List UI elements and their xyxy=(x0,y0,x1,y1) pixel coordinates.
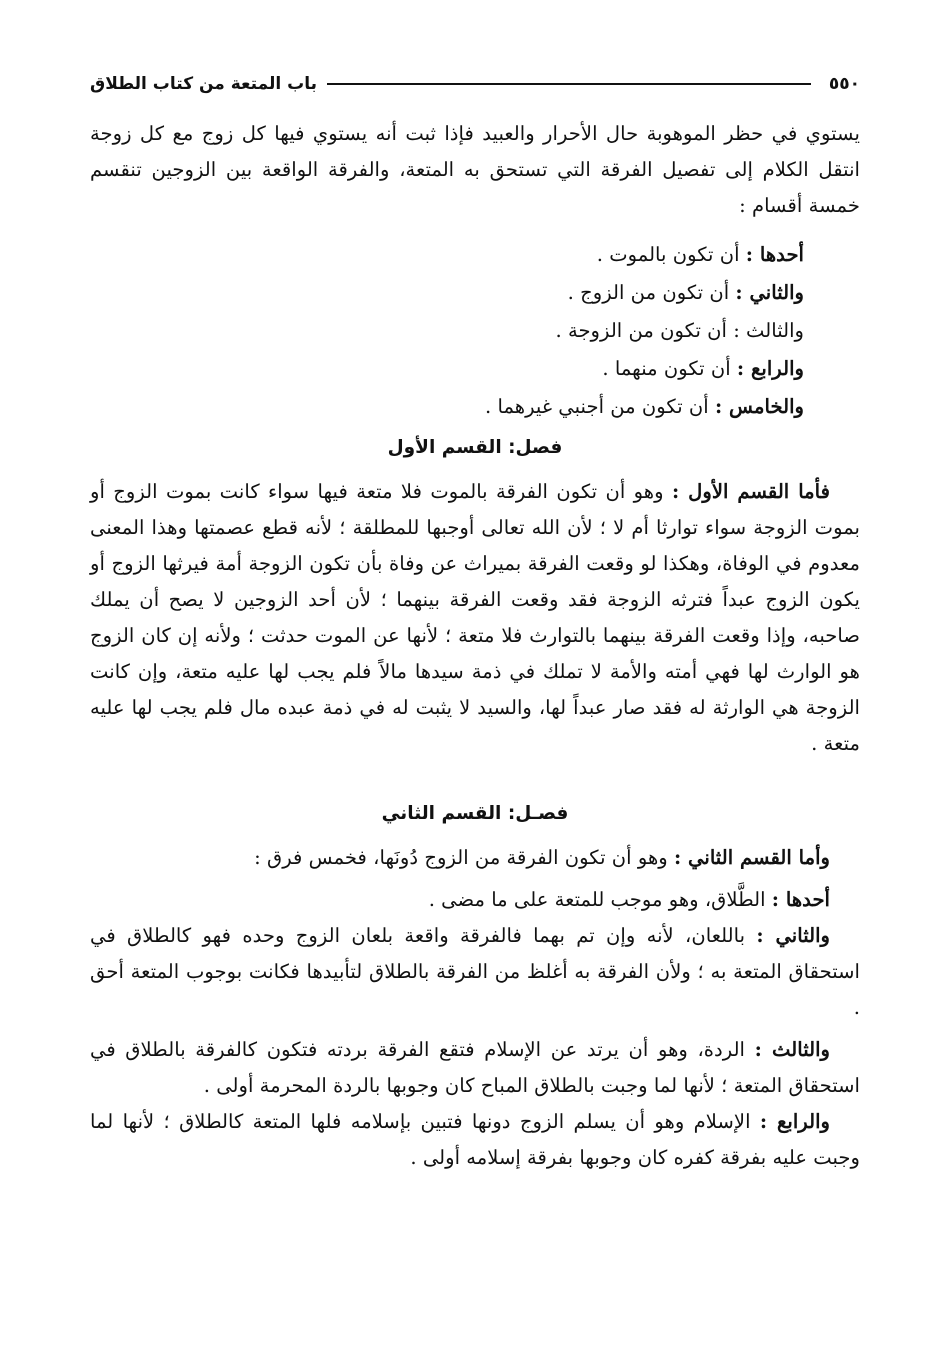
section1-heading: فصل: القسم الأول xyxy=(387,437,563,458)
section2-intro xyxy=(90,840,860,876)
division-label: والرابع : xyxy=(736,357,804,380)
section2-item-text: باللعان، لأنه وإن تم بهما فالفرقة واقعة بلعان الزوج وحده فهو كالطلاق في استحقاق المتعة به ؛ ولأن الفرقة به أغلظ من الفرقة بالطلاق لتأبيدها فكانت بوجوب المتعة أحق . xyxy=(90,924,860,1019)
division-item xyxy=(90,350,804,388)
division-label: والخامس : xyxy=(714,395,804,418)
division-label: أحدها : xyxy=(745,243,804,266)
section1-paragraph xyxy=(90,474,860,762)
intro-paragraph: يستوي في حظر الموهوبة حال الأحرار والعبيد فإذا ثبت أنه يستوي فيها كل زوج مع كل زوجة انتقل الكلام إلى تفصيل الفرقة التي تستحق به المتعة، والفرقة الواقعة بين الزوجين تنقسم خمسة أقسام : xyxy=(90,122,860,217)
section2-item-text: الطَّلاق، وهو موجب للمتعة على ما مضى . xyxy=(428,888,772,911)
section2-item-text: الردة، وهو أن يرتد عن الإسلام فتقع الفرقة بردته فتكون كالفرقة بالطلاق في استحقاق المتعة ؛ لأنها لما وجبت بالطلاق المباح كان وجوبها بالردة المحرمة أولى . xyxy=(90,1038,860,1097)
division-item xyxy=(90,388,804,426)
division-item xyxy=(90,236,804,274)
section1-text: وهو أن تكون الفرقة بالموت فلا متعة فيها سواء كانت بموت الزوج أو بموت الزوجة سواء توارثا أم لا ؛ لأن الله تعالى أوجبها للمطلقة ؛ لأنه قطع عصمتها وهذا المعنى معدوم في الوفاة، وهكذا لو وقعت الفرقة بميراث عن وفاة بأن تكون الزوجة أمة فيرثها الزوج أو يكون الزوج عبداً فترثه الزوجة فقد وقعت الفرقة بينهما ؛ لأن أحد الزوجين لا يصح أن يملك صاحبه، وإذا وقعت الفرقة بينهما بالتوارث فلا متعة ؛ لأنها عن الموت حدثت ؛ ولأنه إن كان الزوج هو الوارث لها فهي أمته والأمة لا تملك في ذمة سيدها مالاً فلم يجب لها عليه متعة، وإن كانت الزوجة هي الوارثة له فقد صار عبداً لها، والسيد لا يثبت له في ذمة عبده مال فلم يجب لها عليه متعة . xyxy=(90,480,860,755)
division-text: أن تكون من الزوجة . xyxy=(555,319,734,342)
section2-lead: وأما القسم الثاني : xyxy=(674,846,830,869)
page-header xyxy=(90,62,860,106)
section-gap xyxy=(90,762,860,792)
division-label: والثاني : xyxy=(735,281,804,304)
division-text: أن تكون من الزوج . xyxy=(567,281,736,304)
divisions-list xyxy=(90,236,860,426)
division-label: والثالث : xyxy=(733,319,804,342)
section2-item-label: أحدها : xyxy=(771,888,830,911)
division-item xyxy=(90,274,804,312)
book-page xyxy=(90,62,860,1176)
section2-item xyxy=(90,918,860,1026)
section2-text: وهو أن تكون الفرقة من الزوج دُونَها، فخمس فرق : xyxy=(254,846,674,869)
division-text: أن تكون من أجنبي غيرهما . xyxy=(485,395,715,418)
division-text: أن تكون منهما . xyxy=(602,357,737,380)
section2-item-label: والرابع : xyxy=(759,1110,830,1133)
running-title: باب المتعة من كتاب الطلاق xyxy=(90,74,317,94)
header-rule xyxy=(327,83,811,85)
section2-item-text: الإسلام وهو أن يسلم الزوج دونها فتبين بإسلامه فلها المتعة كالطلاق ؛ لأنها لما وجبت عليه بفرقة كفره كان وجوبها بفرقة إسلامه أولى . xyxy=(90,1110,860,1169)
section2-item xyxy=(90,1032,860,1104)
section2-item xyxy=(90,882,860,918)
section2-item-label: والثاني : xyxy=(756,924,830,947)
section1-lead: فأما القسم الأول : xyxy=(671,480,830,503)
page-number: ٥٥٠ xyxy=(828,74,860,94)
section2-heading: فصـل: القسم الثاني xyxy=(381,803,569,824)
division-text: أن تكون بالموت . xyxy=(596,243,746,266)
section2-item-label: والثالث : xyxy=(754,1038,830,1061)
division-item xyxy=(90,312,804,350)
section2-item xyxy=(90,1104,860,1176)
